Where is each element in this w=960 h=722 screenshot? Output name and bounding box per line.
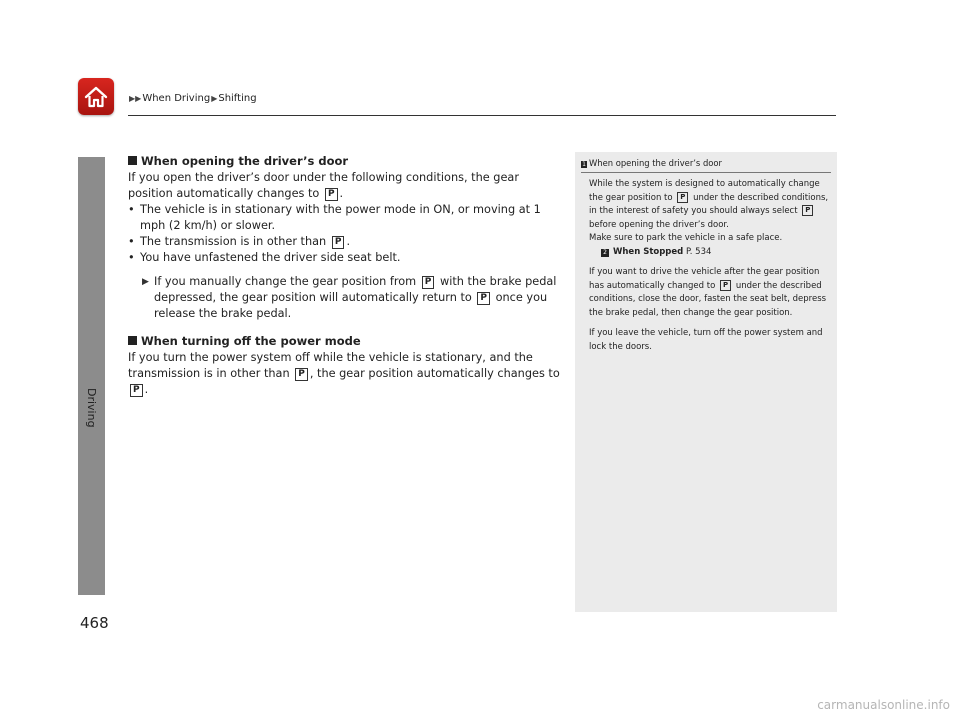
conditions-list [128,202,560,266]
gear-p-icon: P [677,192,688,203]
list-item: • The transmission is in other than P . [128,234,560,250]
section-label: Driving [85,388,98,428]
gear-p-icon: P [477,292,490,305]
main-content [128,152,560,398]
sidebar-paragraph: Make sure to park the vehicle in a safe place. [589,233,783,243]
breadcrumb-link-when-driving[interactable]: When Driving [142,93,211,104]
list-item: • You have unfastened the driver side seat belt. [128,250,560,266]
heading-square-icon [128,156,137,165]
home-button[interactable] [78,78,114,115]
gear-p-icon: P [802,205,813,216]
section-tab [78,157,105,595]
breadcrumb-current-shifting[interactable]: Shifting [218,93,257,104]
note-arrow-icon: ▶ [142,277,149,287]
sidebar-paragraph: If you leave the vehicle, turn off the power system and lock the doors. [589,328,823,352]
sidebar-note [575,152,837,612]
note-tag-icon: 1 [582,161,586,168]
gear-p-icon: P [325,188,338,201]
sidebar-body [575,173,837,354]
paragraph-power-mode: If you turn the power system off while the vehicle is stationary, and the transmission is in other than P , the gear position automatically changes to P . [128,351,560,396]
sidebar-paragraph: While the system is designed to automatically change the gear position to P under the described conditions, in the interest of safety you should always select P before opening the driver’s door. [589,179,829,230]
list-item: • The vehicle is in stationary with the power mode in ON, or moving at 1 mph (2 km/h) or slower. [128,202,560,234]
return-note: ▶ If you manually change the gear position from P with the brake pedal depressed, the gear position will automatically return to P once you release the brake pedal. [142,275,557,320]
gear-p-icon: P [332,236,345,249]
heading-square-icon [128,336,137,345]
breadcrumb-arrow-icon: ▶▶ [129,94,142,103]
gear-p-icon: P [720,280,731,291]
gear-p-icon: P [295,368,308,381]
reference-arrow-icon: 2 [601,249,609,257]
heading-power-mode: When turning off the power mode [128,332,560,350]
watermark: carmanualsonline.info [817,698,950,712]
breadcrumb [128,93,257,104]
paragraph-opening-door: If you open the driver’s door under the following conditions, the gear position automatically changes to P . [128,171,519,200]
header-divider [128,115,836,116]
home-icon [83,85,109,109]
sidebar-title: 1 When opening the driver’s door [581,158,831,173]
gear-p-icon: P [422,276,435,289]
breadcrumb-arrow-icon: ▶ [211,94,218,103]
heading-opening-door: When opening the driver’s door [128,152,560,170]
page-number: 468 [80,614,109,632]
cross-reference-link[interactable]: 2 When Stopped P. 534 [589,246,831,260]
gear-p-icon: P [130,384,143,397]
sidebar-paragraph: If you want to drive the vehicle after the gear position has automatically changed to P under the described conditions, close the door, fasten the seat belt, depress the brake pedal, then change the gear position. [589,267,827,318]
